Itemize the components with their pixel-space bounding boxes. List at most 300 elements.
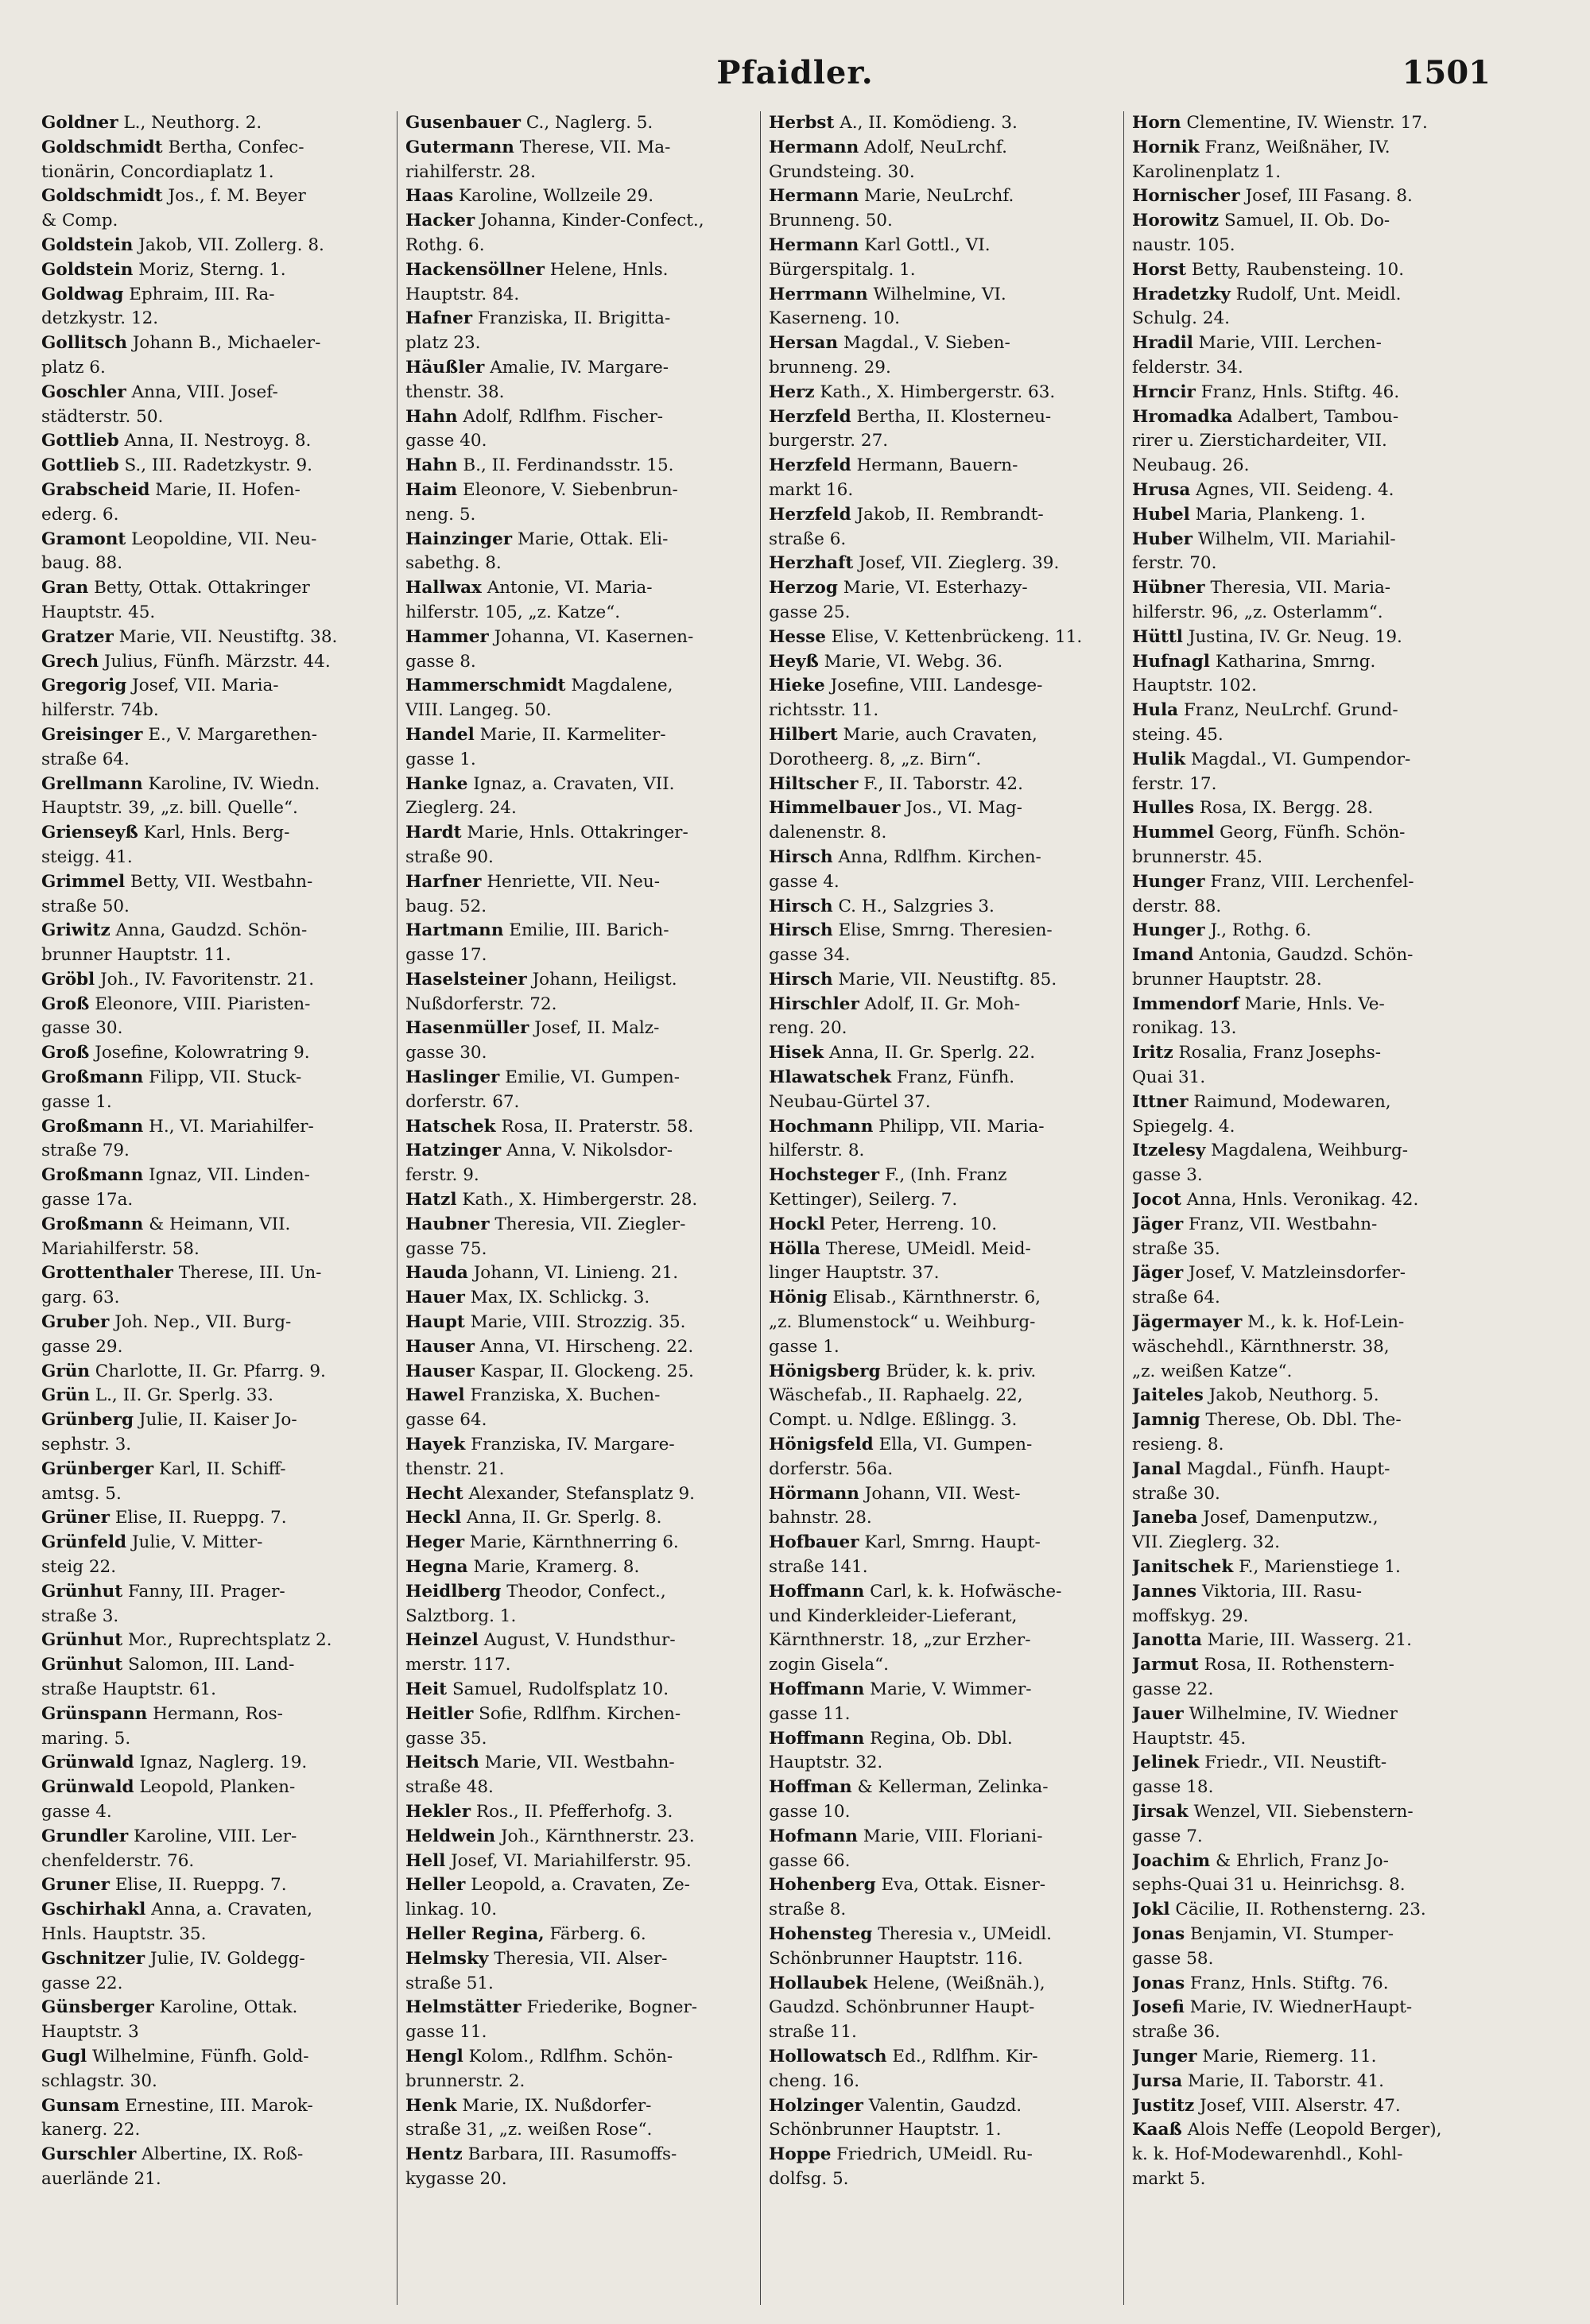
entry-continuation-line: [405, 1408, 752, 1433]
directory-entry: [405, 1702, 752, 1752]
entry-surname: Grünwald: [41, 1753, 134, 1773]
directory-entry: [405, 528, 752, 577]
entry-surname: Hunger: [1132, 920, 1205, 941]
entry-first-line: [1132, 1458, 1479, 1482]
entry-continuation-line: [405, 748, 752, 773]
directory-entry: [1132, 1702, 1479, 1752]
entry-text: straße 3.: [41, 1605, 119, 1626]
entry-continuation-line: [769, 943, 1115, 968]
entry-first-line: [1132, 919, 1479, 943]
entry-first-line: [41, 184, 389, 209]
directory-entry: [769, 576, 1115, 626]
directory-entry: [1132, 1139, 1479, 1188]
entry-surname: Kaaß: [1132, 2120, 1182, 2140]
entry-surname: Herzhaft: [769, 553, 854, 574]
entry-text: Josef, VII. Zieglerg. 39.: [859, 553, 1060, 574]
entry-surname: Hartmann: [405, 920, 504, 941]
entry-first-line: [41, 1702, 389, 1727]
entry-first-line: [405, 1800, 752, 1825]
entry-text: ronikag. 13.: [1132, 1018, 1237, 1039]
entry-text: Joh., IV. Favoritenstr. 21.: [100, 969, 315, 990]
entry-text: Quai 31.: [1132, 1067, 1206, 1088]
entry-surname: Gunsam: [41, 2095, 120, 2116]
entry-text: „z. Blumenstock“ u. Weihburg-: [769, 1312, 1036, 1333]
entry-surname: Grabscheid: [41, 479, 150, 500]
column-1: [33, 111, 397, 2305]
entry-continuation-line: [41, 895, 389, 920]
entry-text: straße 35.: [1132, 1238, 1220, 1259]
entry-text: Adolf, Rdlfhm. Fischer-: [463, 406, 663, 427]
directory-entry: [41, 723, 389, 773]
entry-continuation-line: [41, 1139, 389, 1164]
entry-text: Rosa, II. Rothenstern-: [1204, 1655, 1394, 1675]
entry-first-line: [41, 1653, 389, 1678]
entry-text: Rothg. 6.: [405, 234, 485, 255]
entry-text: B., II. Ferdinandsstr. 15.: [463, 455, 674, 476]
entry-first-line: [769, 1286, 1115, 1311]
entry-first-line: [769, 2045, 1115, 2070]
directory-entry: [1132, 478, 1479, 503]
directory-entry: [41, 1531, 389, 1580]
entry-text: Josef, VII. Maria-: [132, 676, 279, 696]
entry-first-line: [405, 2143, 752, 2167]
entry-continuation-line: [405, 895, 752, 920]
entry-continuation-line: [769, 429, 1115, 454]
entry-first-line: [405, 1580, 752, 1605]
entry-continuation-line: [405, 552, 752, 576]
directory-entry: [41, 1261, 389, 1311]
entry-first-line: [405, 1923, 752, 1947]
directory-entry: [41, 429, 389, 454]
entry-continuation-line: [1132, 1605, 1479, 1629]
entry-surname: Goldstein: [41, 234, 134, 255]
directory-entry: [769, 796, 1115, 846]
directory-entry: [769, 331, 1115, 381]
entry-text: Compt. u. Ndlge. Eßlingg. 3.: [769, 1410, 1018, 1431]
directory-entry: [1132, 943, 1479, 993]
entry-surname: Hohenberg: [769, 1875, 876, 1896]
entry-text: Marie, VI. Webg. 36.: [824, 651, 1003, 672]
running-title: Pfaidler.: [716, 54, 874, 91]
entry-text: Karoline, IV. Wiedn.: [148, 773, 320, 794]
entry-text: F., II. Taborstr. 42.: [863, 773, 1023, 794]
entry-continuation-line: [405, 503, 752, 528]
directory-entry: [1132, 748, 1479, 797]
entry-text: gasse 17.: [405, 945, 487, 966]
directory-entry: [1132, 1580, 1479, 1629]
entry-text: M., k. k. Hof-Lein-: [1247, 1312, 1405, 1333]
entry-text: detzkystr. 12.: [41, 308, 159, 329]
entry-continuation-line: [41, 209, 389, 234]
entry-continuation-line: [769, 601, 1115, 626]
entry-first-line: [41, 1164, 389, 1188]
entry-text: Hauptstr. 84.: [405, 284, 520, 304]
entry-text: straße 51.: [405, 1973, 494, 1993]
entry-text: Ella, VI. Gumpen-: [878, 1435, 1033, 1455]
entry-first-line: [41, 2143, 389, 2167]
entry-text: linger Hauptstr. 37.: [769, 1263, 940, 1284]
entry-text: städterstr. 50.: [41, 406, 164, 427]
entry-first-line: [769, 184, 1115, 209]
entry-text: Elise, II. Rueppg. 7.: [114, 1508, 287, 1528]
directory-entry: [769, 454, 1115, 503]
entry-text: Josef, II. Malz-: [534, 1018, 660, 1039]
entry-text: hilferstr. 8.: [769, 1141, 865, 1161]
entry-text: S., III. Radetzkystr. 9.: [124, 455, 312, 476]
entry-text: Albertine, IX. Roß-: [142, 2144, 304, 2165]
entry-text: Theresia, VII. Maria-: [1210, 578, 1391, 598]
entry-text: Salztborg. 1.: [405, 1605, 517, 1626]
entry-first-line: [405, 674, 752, 699]
entry-continuation-line: [1132, 1727, 1479, 1752]
entry-first-line: [405, 1213, 752, 1238]
entry-text: Therese, III. Un-: [178, 1263, 322, 1284]
entry-text: Franziska, II. Brigitta-: [477, 308, 671, 329]
entry-surname: Janeba: [1132, 1508, 1198, 1528]
entry-surname: Hoffmann: [769, 1728, 865, 1749]
directory-entry: [769, 1923, 1115, 1972]
entry-surname: Janal: [1132, 1458, 1181, 1479]
entry-text: steig 22.: [41, 1557, 117, 1578]
entry-surname: Häußler: [405, 357, 485, 378]
entry-text: Josef, V. Matzleinsdorfer-: [1189, 1263, 1406, 1284]
entry-surname: Grün: [41, 1385, 90, 1406]
entry-first-line: [1132, 405, 1479, 430]
entry-surname: Großmann: [41, 1067, 144, 1088]
entry-first-line: [1132, 1629, 1479, 1653]
entry-surname: Jelinek: [1132, 1753, 1200, 1773]
entry-first-line: [405, 576, 752, 601]
entry-text: L., Neuthorg. 2.: [123, 113, 262, 133]
directory-entry: [405, 773, 752, 822]
entry-surname: Horn: [1132, 113, 1181, 133]
entry-surname: Hallwax: [405, 578, 482, 598]
entry-first-line: [769, 381, 1115, 405]
entry-text: Theresia, VII. Alser-: [494, 1948, 668, 1969]
entry-text: Kath., X. Himbergerstr. 63.: [820, 382, 1056, 402]
entry-text: Carl, k. k. Hofwäsche-: [870, 1581, 1062, 1602]
directory-entry: [405, 1751, 752, 1800]
entry-text: Emilie, VI. Gumpen-: [505, 1067, 681, 1088]
entry-text: Georg, Fünfh. Schön-: [1220, 823, 1406, 843]
directory-entry: [405, 723, 752, 773]
entry-first-line: [405, 1360, 752, 1385]
directory-entry: [41, 1164, 389, 1213]
directory-entry: [405, 626, 752, 675]
entry-continuation-line: [405, 381, 752, 405]
entry-surname: Jonas: [1132, 1923, 1185, 1944]
entry-text: Marie, NeuLrchf.: [864, 186, 1014, 207]
entry-surname: Goschler: [41, 382, 126, 402]
entry-surname: Haas: [405, 186, 454, 207]
directory-entry: [1132, 1090, 1479, 1140]
directory-entry: [1132, 1261, 1479, 1311]
directory-entry: [769, 2094, 1115, 2144]
entry-text: Johanna, VI. Kasernen-: [494, 626, 694, 647]
entry-continuation-line: [1132, 723, 1479, 748]
entry-surname: Hauda: [405, 1263, 468, 1284]
directory-entry: [405, 1311, 752, 1335]
entry-surname: Grech: [41, 651, 99, 672]
entry-surname: Hieke: [769, 676, 825, 696]
entry-text: Kettinger), Seilerg. 7.: [769, 1190, 958, 1210]
entry-text: Färberg. 6.: [549, 1923, 646, 1944]
entry-text: C. H., Salzgries 3.: [838, 896, 995, 916]
entry-text: Josefine, Kolowratring 9.: [95, 1043, 310, 1063]
entry-surname: Grundler: [41, 1826, 129, 1846]
entry-text: Salomon, III. Land-: [128, 1655, 295, 1675]
directory-entry: [769, 723, 1115, 773]
entry-text: amtsg. 5.: [41, 1483, 122, 1504]
entry-text: gasse 66.: [769, 1850, 851, 1871]
entry-first-line: [1132, 1041, 1479, 1066]
entry-first-line: [41, 429, 389, 454]
directory-entry: [405, 968, 752, 1017]
directory-entry: [41, 1384, 389, 1408]
directory-entry: [1132, 1311, 1479, 1384]
entry-text: & Ehrlich, Franz Jo-: [1215, 1850, 1389, 1871]
entry-first-line: [1132, 1800, 1479, 1825]
directory-entry: [405, 307, 752, 356]
entry-surname: Hofmann: [769, 1826, 858, 1846]
entry-continuation-line: [405, 2070, 752, 2094]
entry-surname: Gutermann: [405, 137, 514, 157]
directory-entry: [769, 846, 1115, 895]
directory-entry: [41, 821, 389, 870]
entry-surname: Hofbauer: [769, 1532, 859, 1553]
entry-continuation-line: [1132, 1482, 1479, 1507]
entry-text: gasse 40.: [405, 431, 487, 451]
entry-text: Hauptstr. 102.: [1132, 676, 1257, 696]
entry-surname: Grünberger: [41, 1458, 154, 1479]
entry-text: Anna, Gaudzd. Schön-: [115, 920, 308, 941]
entry-first-line: [769, 993, 1115, 1017]
entry-text: Karoline, VIII. Ler-: [134, 1826, 297, 1846]
entry-surname: Hawel: [405, 1385, 465, 1406]
directory-entry: [405, 1531, 752, 1555]
entry-surname: Hayek: [405, 1435, 466, 1455]
directory-entry: [769, 1580, 1115, 1678]
entry-first-line: [769, 1972, 1115, 1997]
entry-first-line: [1132, 1972, 1479, 1997]
entry-text: Marie, V. Wimmer-: [870, 1679, 1032, 1699]
directory-entry: [769, 1360, 1115, 1433]
entry-first-line: [1132, 184, 1479, 209]
directory-entry: [41, 1360, 389, 1385]
entry-text: gasse 11.: [769, 1703, 851, 1724]
directory-entry: [1132, 796, 1479, 821]
directory-entry: [41, 331, 389, 381]
entry-text: Raimund, Modewaren,: [1193, 1091, 1391, 1112]
directory-entry: [769, 184, 1115, 234]
entry-surname: Hochmann: [769, 1116, 874, 1137]
directory-entry: [1132, 1972, 1479, 1997]
entry-surname: Hirsch: [769, 896, 833, 916]
directory-entry: [1132, 699, 1479, 748]
directory-entry: [41, 1629, 389, 1653]
entry-continuation-line: [769, 870, 1115, 895]
directory-entry: [1132, 503, 1479, 528]
entry-continuation-line: [1132, 674, 1479, 699]
entry-text: Eleonore, V. Siebenbrun-: [463, 479, 678, 500]
entry-surname: Hölla: [769, 1238, 820, 1259]
entry-surname: Hardt: [405, 823, 462, 843]
directory-entry: [1132, 1555, 1479, 1580]
entry-first-line: [405, 1017, 752, 1041]
entry-surname: Jaiteles: [1132, 1385, 1204, 1406]
directory-entry: [41, 1702, 389, 1752]
entry-text: Helene, (Weißnäh.),: [873, 1973, 1045, 1993]
entry-text: gasse 34.: [769, 945, 851, 966]
entry-text: Anna, V. Nikolsdor-: [506, 1141, 673, 1161]
entry-first-line: [1132, 699, 1479, 723]
directory-columns: [33, 111, 1487, 2305]
entry-surname: Imand: [1132, 945, 1194, 966]
entry-text: Franz, Fünfh.: [897, 1067, 1015, 1088]
entry-first-line: [769, 1531, 1115, 1555]
entry-first-line: [405, 1506, 752, 1531]
entry-surname: Hubel: [1132, 504, 1190, 525]
entry-surname: Grünfeld: [41, 1532, 127, 1553]
entry-text: gasse 3.: [1132, 1165, 1203, 1186]
entry-continuation-line: [405, 2118, 752, 2143]
entry-text: Ignaz, VII. Linden-: [149, 1165, 310, 1186]
directory-entry: [1132, 1408, 1479, 1458]
directory-entry: [405, 356, 752, 405]
entry-continuation-line: [1132, 1238, 1479, 1262]
entry-text: Magdal., Fünfh. Haupt-: [1186, 1458, 1390, 1479]
entry-text: Filipp, VII. Stuck-: [149, 1067, 302, 1088]
entry-text: Valentin, Gaudzd.: [868, 2095, 1022, 2116]
entry-first-line: [405, 405, 752, 430]
entry-continuation-line: [405, 331, 752, 356]
entry-continuation-line: [41, 2118, 389, 2143]
entry-surname: Hradetzky: [1132, 284, 1231, 304]
entry-surname: Janitschek: [1132, 1557, 1234, 1578]
entry-surname: Gruber: [41, 1312, 110, 1333]
entry-first-line: [405, 1947, 752, 1972]
entry-continuation-line: [769, 1335, 1115, 1360]
entry-continuation-line: [405, 943, 752, 968]
directory-entry: [405, 454, 752, 478]
entry-surname: Immendorf: [1132, 994, 1239, 1014]
directory-entry: [405, 184, 752, 209]
entry-text: Franz, VIII. Lerchenfel-: [1210, 871, 1414, 892]
entry-surname: Jursa: [1132, 2070, 1183, 2091]
entry-surname: Horowitz: [1132, 211, 1220, 231]
entry-first-line: [769, 283, 1115, 308]
entry-surname: Hatschek: [405, 1116, 496, 1137]
entry-surname: Hunger: [1132, 871, 1205, 892]
entry-surname: Hackensöllner: [405, 259, 545, 280]
entry-text: Hnls. Hauptstr. 35.: [41, 1923, 207, 1944]
entry-continuation-line: [1132, 1433, 1479, 1458]
directory-entry: [769, 674, 1115, 723]
entry-first-line: [405, 1139, 752, 1164]
entry-surname: Jägermayer: [1132, 1312, 1243, 1333]
entry-first-line: [41, 258, 389, 283]
directory-entry: [405, 1850, 752, 1874]
entry-surname: Himmelbauer: [769, 798, 901, 819]
entry-surname: Gottlieb: [41, 455, 119, 476]
entry-text: & Comp.: [41, 211, 118, 231]
directory-entry: [1132, 258, 1479, 283]
entry-surname: Jirsak: [1132, 1801, 1189, 1822]
entry-surname: Harfner: [405, 871, 482, 892]
entry-text: Elise, II. Rueppg. 7.: [114, 1875, 287, 1896]
entry-continuation-line: [1132, 1335, 1479, 1360]
entry-text: Justina, IV. Gr. Neug. 19.: [1188, 626, 1402, 647]
entry-first-line: [769, 1825, 1115, 1850]
entry-continuation-line: [769, 528, 1115, 552]
entry-continuation-line: [769, 1850, 1115, 1874]
entry-first-line: [1132, 2118, 1479, 2143]
page-number: 1501: [1402, 54, 1491, 91]
entry-text: Josef, VIII. Alserstr. 47.: [1200, 2095, 1401, 2116]
entry-first-line: [769, 454, 1115, 478]
entry-surname: Hörmann: [769, 1483, 859, 1504]
entry-text: Leopold, a. Cravaten, Ze-: [471, 1875, 690, 1896]
entry-text: Elisab., Kärnthnerstr. 6,: [832, 1288, 1041, 1308]
entry-text: gasse 30.: [405, 1043, 487, 1063]
entry-first-line: [769, 111, 1115, 136]
entry-first-line: [769, 1115, 1115, 1140]
entry-continuation-line: [41, 307, 389, 331]
entry-continuation-line: [405, 1776, 752, 1800]
entry-text: tionärin, Concordiaplatz 1.: [41, 161, 274, 182]
directory-entry: [769, 283, 1115, 332]
entry-surname: Handel: [405, 724, 475, 745]
entry-surname: Großmann: [41, 1116, 144, 1137]
entry-continuation-line: [1132, 895, 1479, 920]
entry-first-line: [405, 1188, 752, 1213]
entry-continuation-line: [769, 1605, 1115, 1629]
entry-surname: Grünwald: [41, 1777, 134, 1798]
entry-text: Julius, Fünfh. Märzstr. 44.: [103, 651, 331, 672]
entry-text: Josef, VI. Mariahilferstr. 95.: [451, 1850, 692, 1871]
entry-text: Kath., X. Himbergerstr. 28.: [462, 1190, 698, 1210]
directory-entry: [405, 1825, 752, 1850]
entry-continuation-line: [1132, 601, 1479, 626]
entry-continuation-line: [769, 1090, 1115, 1115]
entry-first-line: [405, 968, 752, 993]
entry-surname: Justitz: [1132, 2095, 1195, 2116]
entry-surname: Gusenbauer: [405, 113, 522, 133]
entry-first-line: [405, 528, 752, 552]
directory-entry: [769, 1066, 1115, 1115]
entry-text: auerlände 21.: [41, 2168, 161, 2189]
entry-first-line: [769, 846, 1115, 870]
entry-text: merstr. 117.: [405, 1655, 511, 1675]
entry-text: thenstr. 21.: [405, 1458, 505, 1479]
directory-entry: [41, 454, 389, 478]
entry-surname: Grün: [41, 1361, 90, 1381]
entry-continuation-line: [1132, 1531, 1479, 1555]
entry-continuation-line: [405, 1238, 752, 1262]
entry-surname: Gregorig: [41, 676, 127, 696]
entry-continuation-line: [41, 161, 389, 185]
entry-continuation-line: [405, 1727, 752, 1752]
entry-text: Theresia v., UMeidl.: [878, 1923, 1052, 1944]
entry-surname: Goldschmidt: [41, 137, 163, 157]
entry-first-line: [1132, 821, 1479, 846]
entry-text: hilferstr. 74b.: [41, 700, 159, 721]
entry-text: Nußdorferstr. 72.: [405, 994, 557, 1014]
entry-text: Bürgerspitalg. 1.: [769, 259, 916, 280]
entry-text: Marie, Hnls. Ottakringer-: [467, 823, 688, 843]
entry-text: Antonia, Gaudzd. Schön-: [1199, 945, 1414, 966]
entry-text: Karl Gottl., VI.: [864, 234, 991, 255]
